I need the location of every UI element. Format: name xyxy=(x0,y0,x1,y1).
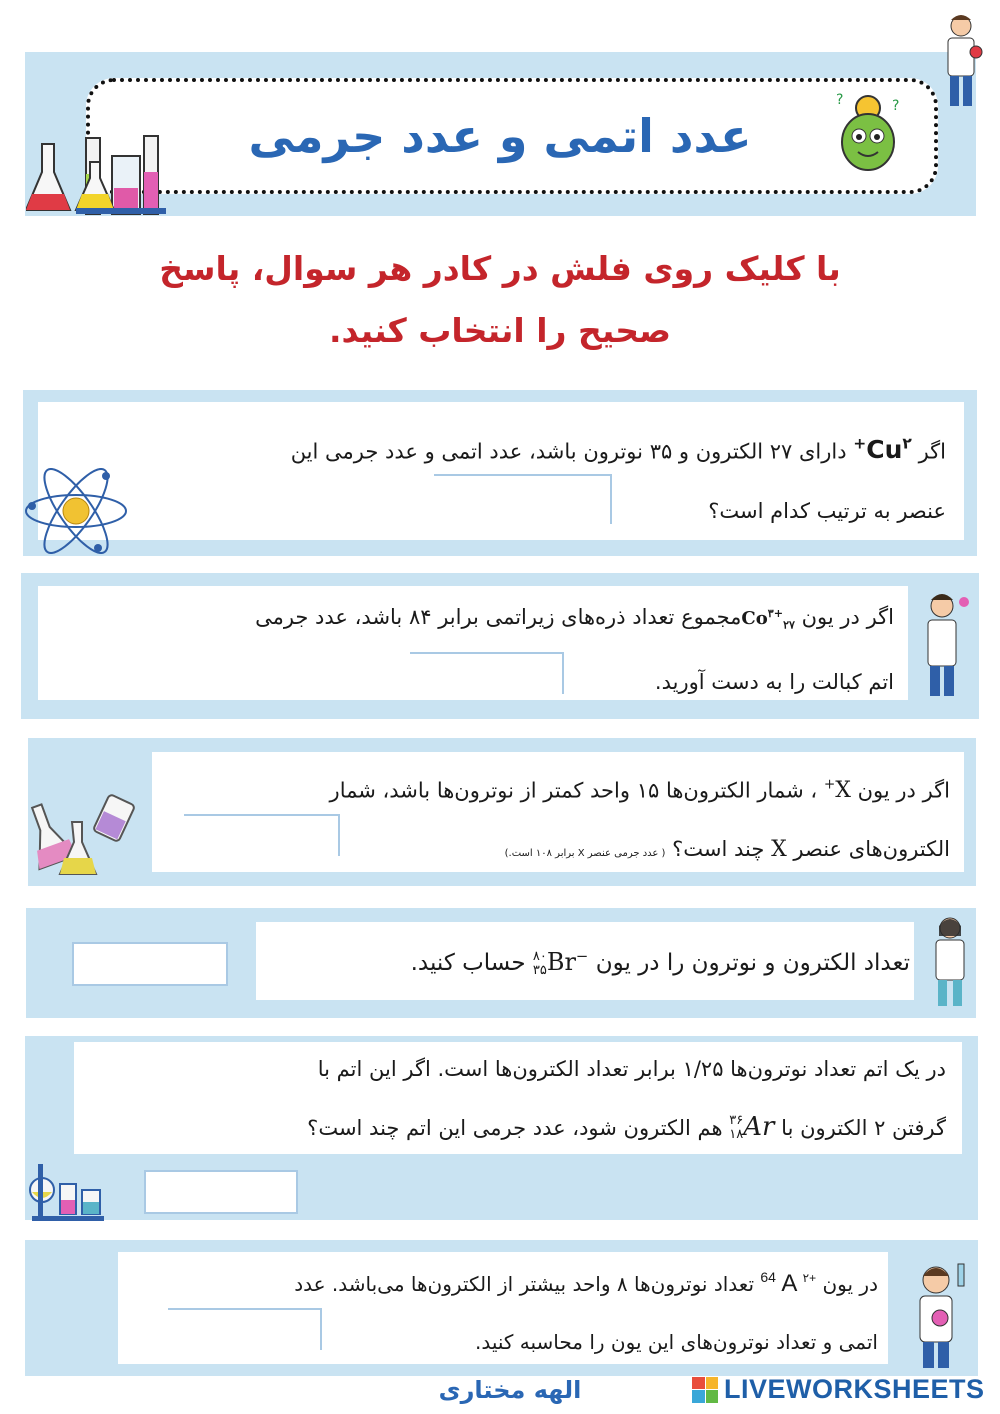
question-5-line-2: گرفتن ۲ الکترون با ۳۶ ۱۸ Ar هم الکترون شود، عدد جرمی این اتم چند است؟ xyxy=(90,1098,946,1157)
flasks-icon xyxy=(28,788,138,880)
formula-symbol: ۳۶ ۱۸ Ar xyxy=(729,1112,775,1142)
question-3-line-2: الکترون‌های عنصر X چند است؟ ( عدد جرمی عنصر X برابر ۱۰۸ است.) xyxy=(504,837,950,863)
lab-glassware-icon xyxy=(26,128,170,220)
question-3-note: ( عدد جرمی عنصر X برابر ۱۰۸ است.) xyxy=(504,848,666,860)
answer-dropdown-6[interactable] xyxy=(168,1308,322,1350)
question-2-line-1: اگر در یون $Co^{۳+}_{۲۷}مجموع$ تعداد ذره‌های زیراتمی برابر ۸۴ باشد، عدد جرمی xyxy=(255,605,894,632)
question-6-line-1: در یون $^{64}$ A $^{۲+}$ تعداد نوترون‌ها ۸ واحد بیشتر از الکترون‌ها می‌باشد. عدد xyxy=(126,1248,878,1313)
answer-dropdown-2[interactable] xyxy=(410,652,564,694)
instruction-line-1: با کلیک روی فلش در کادر هر سوال، پاسخ xyxy=(159,249,841,288)
question-5-line-1: در یک اتم تعداد نوترون‌ها ۱/۲۵ برابر تعداد الکترون‌ها است. اگر این اتم با xyxy=(317,1057,946,1081)
question-4-text: تعداد الکترون و نوترون را در یون ۸۰ ۳۵ Br− حساب کنید. xyxy=(262,922,910,997)
page-title: عدد اتمی و عدد جرمی xyxy=(248,109,752,163)
question-2-line-2: اتم کبالت را به دست آورید. xyxy=(654,669,894,694)
answer-dropdown-1[interactable] xyxy=(434,474,612,524)
author-name: الهه مختاری xyxy=(438,1376,582,1404)
formula-symbol: ۸۰ ۳۵ Br− xyxy=(532,947,589,978)
scientist-icon xyxy=(912,586,974,702)
instruction xyxy=(60,238,940,362)
answer-field-4[interactable] xyxy=(72,942,228,986)
question-1-line-1: اگر $Cu^{۲+}$ دارای ۲۷ الکترون و ۳۵ نوترون باشد، عدد اتمی و عدد جرمی این xyxy=(290,435,946,465)
scientist-icon xyxy=(926,912,974,1010)
instruction-line-2: صحیح را انتخاب کنید. xyxy=(329,311,671,350)
brand-logo xyxy=(692,1374,992,1405)
formula-symbol: $^{64}$ A $^{۲+}$ xyxy=(760,1269,817,1297)
scientist-icon xyxy=(936,12,986,114)
question-3-line-1: اگر در یون X+ ، شمار الکترون‌ها ۱۵ واحد کمتر از نوترون‌ها باشد، شمار xyxy=(329,777,950,804)
formula-symbol: $Co^{۳+}_{۲۷}$ xyxy=(741,607,795,632)
answer-field-5[interactable] xyxy=(144,1170,298,1214)
brand-name: LIVEWORKSHEETS xyxy=(724,1374,985,1404)
answer-dropdown-3[interactable] xyxy=(184,814,340,856)
test-tubes-icon xyxy=(28,1160,108,1222)
question-6-line-2: اتمی و تعداد نوترون‌های این یون را محاسبه کنید. xyxy=(474,1330,878,1354)
question-1-line-2: عنصر به ترتیب کدام است؟ xyxy=(708,499,946,524)
formula-symbol: $Cu^{۲+}$ xyxy=(853,435,912,465)
svg-text:?: ? xyxy=(892,98,900,114)
liveworksheets-logo-icon xyxy=(692,1377,718,1403)
atom-mascot-icon xyxy=(828,86,908,182)
question-5-text xyxy=(90,1040,946,1157)
scientist-icon xyxy=(906,1258,978,1372)
atom-icon xyxy=(22,468,130,554)
formula-symbol: X+ xyxy=(823,777,851,804)
svg-text:?: ? xyxy=(836,92,844,108)
